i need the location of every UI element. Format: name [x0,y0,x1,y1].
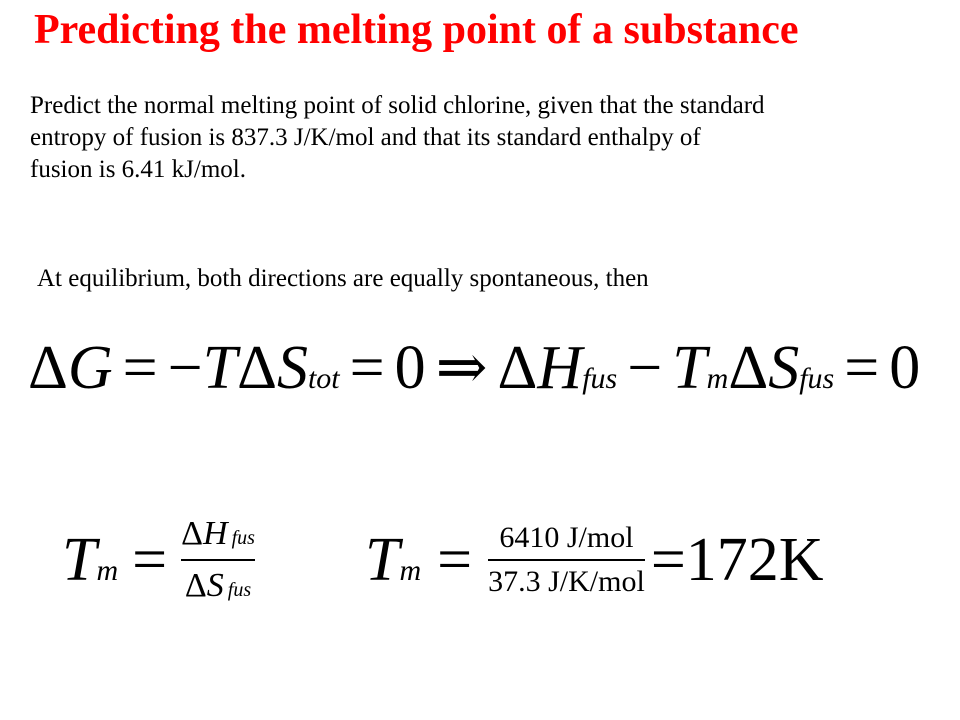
problem-line-2: entropy of fusion is 837.3 J/K/mol and that its standard enthalpy of [30,124,701,151]
equals-sign: = [437,525,473,594]
equals-sign: = [349,334,385,402]
fraction [488,521,645,599]
delta-symbol: Δ [184,567,207,604]
subscript-fus: fus [227,579,252,601]
fraction-numerator: 6410 J/mol [499,521,634,554]
var-t: T [672,334,707,402]
var-g: G [67,334,113,402]
var-s: S [276,334,308,402]
melting-point-calculation [365,510,824,610]
var-t: T [202,334,238,402]
delta-symbol: Δ [181,515,203,552]
var-t: T [62,525,97,594]
subscript-m: m [399,553,422,587]
delta-symbol: Δ [28,334,68,402]
equals-sign: = [844,334,880,402]
equals-sign: = [122,334,158,402]
melting-point-formula [62,510,255,610]
tm-term [365,525,421,596]
subscript-fus: fus [799,362,835,395]
subscript-fus: fus [582,362,618,395]
minus-sign: − [167,334,203,402]
problem-line-1: Predict the normal melting point of solid chlorine, given that the standard [30,92,765,119]
var-h: H [537,334,583,402]
delta-symbol: Δ [728,334,769,402]
minus-sign: − [627,334,663,402]
fraction-denominator: 37.3 J/K/mol [488,565,645,598]
var-s: S [206,567,224,604]
fraction [181,515,255,605]
var-s: S [768,334,800,402]
gibbs-equilibrium-equation [28,318,920,429]
tm-term [62,525,118,596]
fraction-numerator [181,515,255,559]
subscript-tot: tot [307,362,340,395]
fraction-denominator [185,561,251,605]
subscript-fus: fus [231,527,255,549]
problem-line-3: fusion is 6.41 kJ/mol. [30,156,246,183]
slide-title: Predicting the melting point of a substance [34,7,799,53]
delta-symbol: Δ [237,334,277,402]
subscript-m: m [706,362,729,395]
var-t: T [365,525,400,594]
var-h: H [203,515,228,552]
problem-statement [30,90,955,186]
delta-symbol: Δ [497,334,538,402]
zero: 0 [889,334,921,402]
implies-arrow: ⇒ [435,334,488,402]
subscript-m: m [96,553,119,587]
zero: 0 [394,334,426,402]
equals-sign: = [132,525,168,594]
equilibrium-statement: At equilibrium, both directions are equally spontaneous, then [37,265,649,292]
result-value: =172K [650,525,824,594]
